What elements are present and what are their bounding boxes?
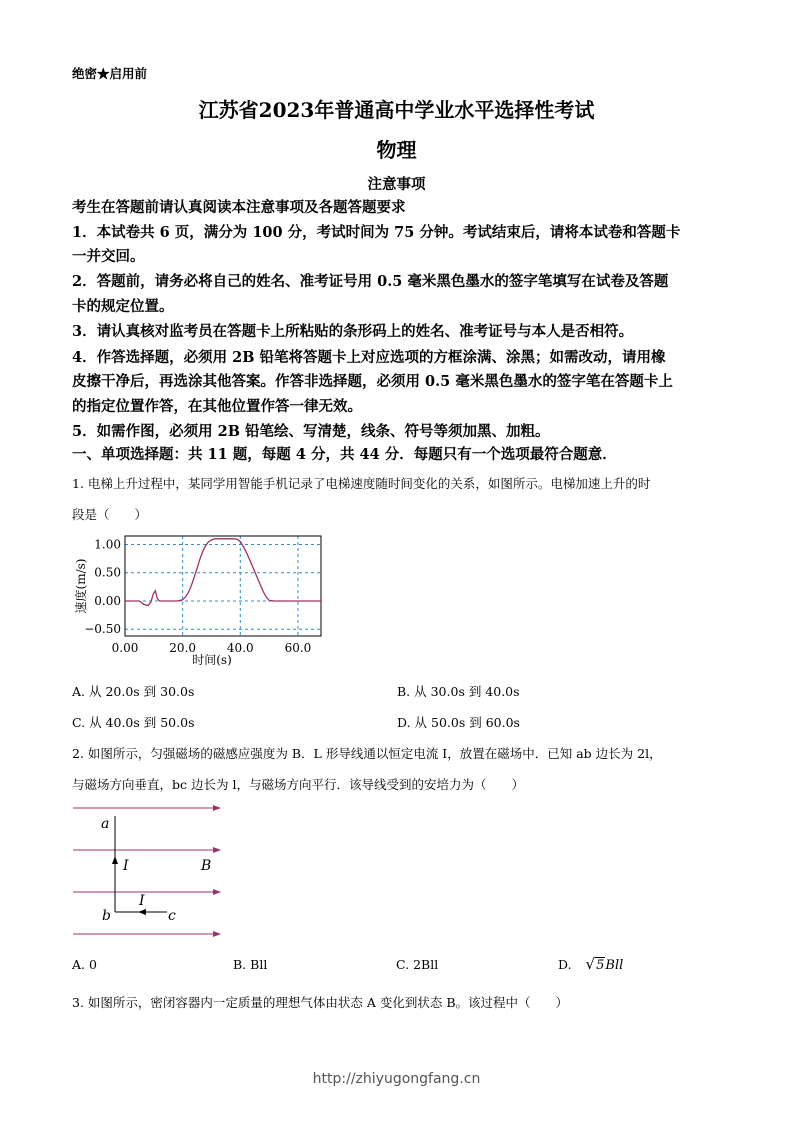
q2-option-d[interactable] bbox=[558, 955, 623, 973]
notice-intro: 考生在答题前请认真阅读本注意事项及各题答题要求 bbox=[72, 199, 406, 216]
velocity-time-chart bbox=[72, 528, 332, 670]
q1-option-c[interactable]: C. 从 40.0s 到 50.0s bbox=[72, 715, 195, 730]
question-2-line-1: 2. 如图所示，匀强磁场的磁感应强度为 B．L 形导线通以恒定电流 I，放置在磁场中．已知 ab 边长为 2l， bbox=[72, 746, 662, 761]
chart-y-tick-label: 0.50 bbox=[94, 565, 121, 580]
q2-option-a[interactable]: A. 0 bbox=[72, 957, 97, 972]
label-a: a bbox=[101, 816, 110, 832]
notice-line: 1．本试卷共 6 页，满分为 100 分，考试时间为 75 分钟。考试结束后，请将本试卷和答题卡 bbox=[72, 224, 681, 241]
question-1-line-2: 段是（ ） bbox=[72, 507, 148, 522]
notice-line: 卡的规定位置。 bbox=[72, 298, 174, 315]
chart-y-tick-label: 1.00 bbox=[94, 537, 121, 552]
label-current-vertical: I bbox=[123, 858, 129, 874]
label-c: c bbox=[168, 908, 176, 924]
notice-line: 一并交回。 bbox=[72, 248, 145, 265]
notice-line: 2．答题前，请务必将自己的姓名、准考证号用 0.5 毫米黑色墨水的签字笔填写在试卷及答题 bbox=[72, 273, 669, 290]
q1-option-b[interactable]: B. 从 30.0s 到 40.0s bbox=[397, 684, 520, 699]
q2-option-d-suffix: Bll bbox=[605, 958, 624, 973]
chart-x-tick-label: 40.0 bbox=[226, 641, 254, 655]
q2-option-c[interactable]: C. 2Bll bbox=[396, 957, 439, 972]
sqrt-icon: √ bbox=[585, 955, 596, 973]
velocity-series-line bbox=[125, 539, 321, 606]
q1-option-d[interactable]: D. 从 50.0s 到 60.0s bbox=[397, 715, 520, 730]
label-field-b: B bbox=[201, 858, 212, 874]
label-current-horizontal: I bbox=[139, 893, 145, 909]
chart-y-ticks bbox=[84, 537, 121, 636]
confidential-mark: 绝密★启用前 bbox=[72, 66, 148, 81]
chart-x-axis-label: 时间(s) bbox=[192, 653, 232, 667]
notice-line: 的指定位置作答，在其他位置作答一律无效。 bbox=[72, 398, 362, 415]
chart-x-tick-label: 20.0 bbox=[169, 641, 197, 655]
chart-frame bbox=[125, 536, 321, 636]
q2-option-d-radicand: 5 bbox=[596, 958, 605, 973]
notice-line: 皮擦干净后，再选涂其他答案。作答非选择题，必须用 0.5 毫米黑色墨水的签字笔在答题卡上 bbox=[72, 373, 673, 390]
chart-x-tick-label: 60.0 bbox=[284, 641, 312, 655]
question-1-line-1: 1. 电梯上升过程中，某同学用智能手机记录了电梯速度随时间变化的关系，如图所示。电梯加速上升的时 bbox=[72, 476, 651, 491]
chart-y-axis-label: 速度(m/s) bbox=[74, 558, 88, 614]
q2-option-d-prefix: D. bbox=[558, 957, 572, 972]
notice-line: 4．作答选择题，必须用 2B 铅笔将答题卡上对应选项的方框涂满、涂黑；如需改动，请用橡 bbox=[72, 349, 666, 366]
q2-option-d-sqrt bbox=[586, 955, 624, 973]
footer-url[interactable]: http://zhiyugongfang.cn bbox=[312, 1071, 481, 1087]
notice-heading: 注意事项 bbox=[367, 176, 426, 193]
subject-title: 物理 bbox=[376, 138, 417, 162]
exam-title: 江苏省2023年普通高中学业水平选择性考试 bbox=[198, 98, 595, 122]
magnetic-field-diagram bbox=[70, 798, 230, 943]
q1-option-a[interactable]: A. 从 20.0s 到 30.0s bbox=[72, 684, 195, 699]
chart-grid bbox=[125, 536, 321, 636]
chart-y-tick-label: −0.50 bbox=[84, 622, 121, 637]
notice-line: 3．请认真核对监考员在答题卡上所粘贴的条形码上的姓名、准考证号与本人是否相符。 bbox=[72, 323, 634, 340]
question-2-line-2: 与磁场方向垂直，bc 边长为 l，与磁场方向平行．该导线受到的安培力为（ ） bbox=[72, 777, 524, 792]
section-heading: 一、单项选择题：共 11 题，每题 4 分，共 44 分．每题只有一个选项最符合题意． bbox=[72, 446, 617, 463]
q2-option-b[interactable]: B. Bll bbox=[233, 957, 268, 972]
chart-y-tick-label: 0.00 bbox=[94, 593, 121, 608]
question-3-line-1: 3. 如图所示，密闭容器内一定质量的理想气体由状态 A 变化到状态 B。该过程中（ ） bbox=[72, 995, 569, 1010]
chart-x-tick-label: 0.00 bbox=[111, 641, 139, 655]
notice-line: 5．如需作图，必须用 2B 铅笔绘、写清楚，线条、符号等须加黑、加粗。 bbox=[72, 423, 550, 440]
magnetic-field-lines bbox=[73, 808, 220, 934]
label-b: b bbox=[102, 908, 111, 924]
